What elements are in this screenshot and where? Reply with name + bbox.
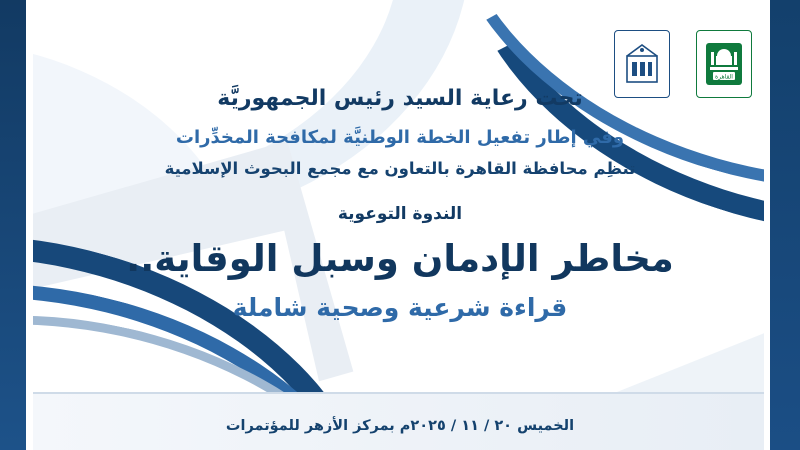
left-edge-band-gap	[26, 0, 33, 450]
left-edge-band	[0, 0, 26, 450]
mosque-dome-icon	[704, 39, 744, 89]
right-edge-band-gap	[764, 0, 770, 450]
patron-line: تحت رعاية السيد رئيس الجمهوريَّة	[217, 86, 583, 111]
cairo-governorate-emblem-icon	[623, 40, 661, 88]
event-title: مخاطر الإدمان وسبل الوقاية..	[126, 237, 674, 280]
event-date-venue: الخميس ٢٠ / ١١ / ٢٠٢٥م بمركز الأزهر للمؤتمرات	[225, 418, 575, 434]
poster-text-block	[60, 86, 740, 323]
right-edge-band	[770, 0, 800, 450]
svg-text:القاهرة: القاهرة	[715, 73, 733, 81]
event-kicker: الندوة التوعوية	[337, 204, 463, 224]
organizer-line: تنظِم محافظة القاهرة بالتعاون مع مجمع البحوث الإسلامية	[164, 159, 636, 178]
footer-divider	[33, 392, 764, 394]
event-subtitle: قراءة شرعية وصحية شاملة	[232, 292, 568, 322]
framework-line: وفي إطار تفعيل الخطة الوطنيَّة لمكافحة المخدِّرات	[175, 127, 625, 148]
